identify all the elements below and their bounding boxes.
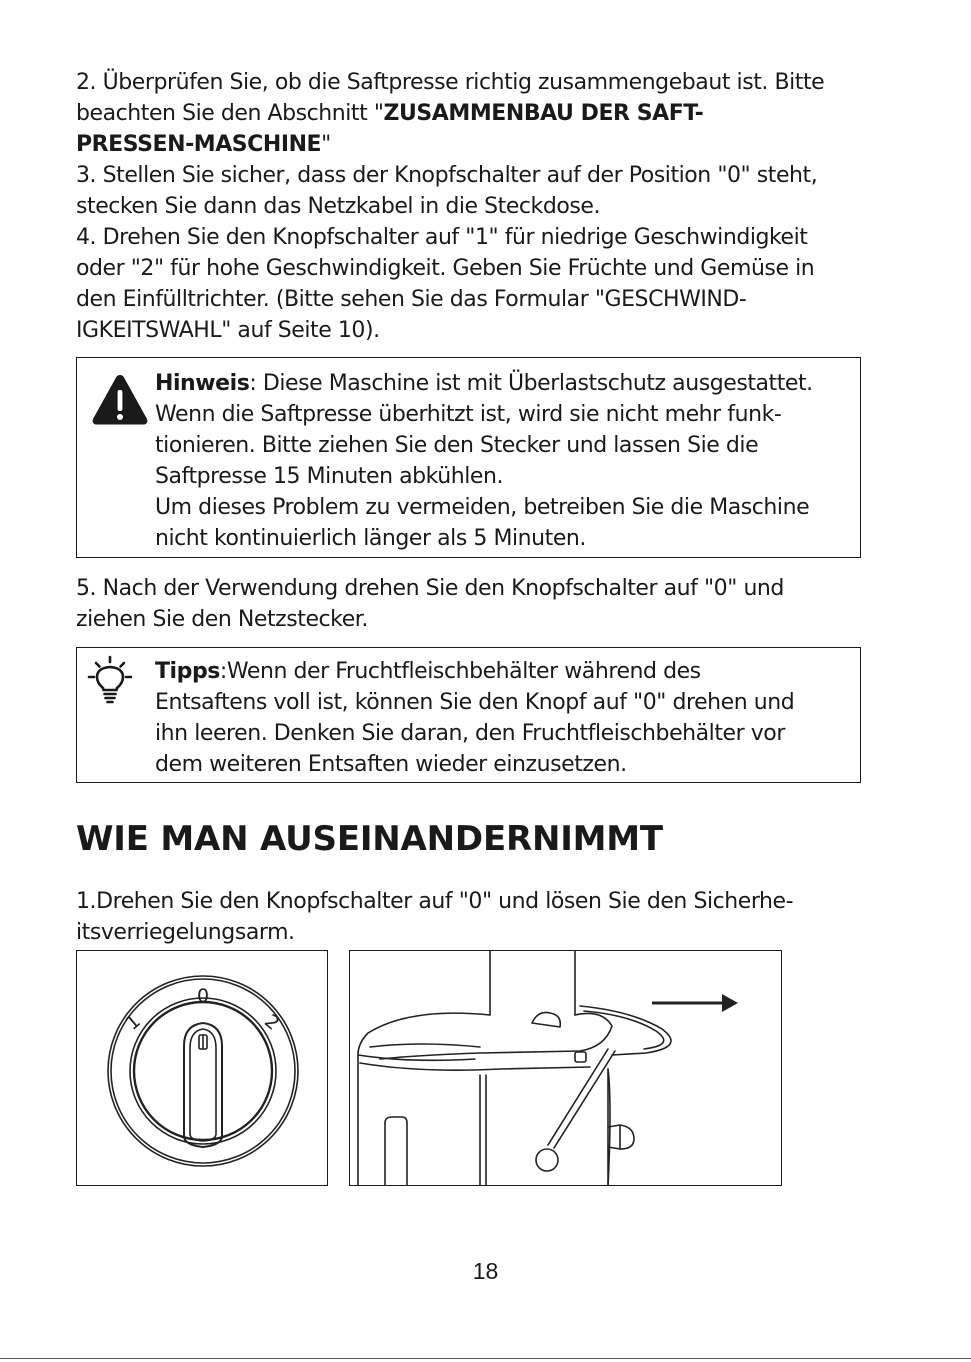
disassembly-step1-line1: 1.Drehen Sie den Knopfschalter auf "0" und lösen Sie den Sicherhe- (76, 889, 794, 914)
step2-line2 (76, 98, 703, 129)
dial-label-0: 0 (196, 985, 210, 1007)
step2-quote: " (321, 132, 331, 157)
note-line3: tionieren. Bitte ziehen Sie den Stecker und lassen Sie die (155, 433, 759, 458)
step4-line3: den Einfülltrichter. (Bitte sehen Sie das Formular "GESCHWIND- (76, 287, 747, 312)
step5-line2: ziehen Sie den Netzstecker. (76, 607, 368, 632)
knob-switch-illustration (77, 951, 328, 1186)
dial-figure (76, 950, 328, 1186)
note-line1 (155, 368, 813, 399)
step2-section-reference-end: PRESSEN-MASCHINE (76, 132, 322, 157)
juicer-illustration (350, 951, 782, 1186)
step4-line2: oder "2" für hohe Geschwindigkeit. Geben Sie Früchte und Gemüse in (76, 256, 815, 281)
page-number: 18 (472, 1258, 499, 1284)
tip-label: Tipps (155, 659, 220, 684)
tip-line4: dem weiteren Entsaften wieder einzusetzen. (155, 752, 627, 777)
step2-line1: 2. Überprüfen Sie, ob die Saftpresse richtig zusammengebaut ist. Bitte (76, 70, 825, 95)
tip-line1 (155, 656, 701, 687)
step2-line3 (76, 129, 331, 160)
note-label: Hinweis (155, 371, 250, 396)
note-line4: Saftpresse 15 Minuten abkühlen. (155, 464, 504, 489)
step3-line1: 3. Stellen Sie sicher, dass der Knopfschalter auf der Position "0" steht, (76, 163, 818, 188)
step4-line1: 4. Drehen Sie den Knopfschalter auf "1" für niedrige Geschwindigkeit (76, 225, 808, 250)
tip-line3: ihn leeren. Denken Sie daran, den Fruchtfleischbehälter vor (155, 721, 785, 746)
section-title: WIE MAN AUSEINANDERNIMMT (76, 819, 663, 859)
note-line5: Um dieses Problem zu vermeiden, betreiben Sie die Maschine (155, 495, 810, 520)
note-line2: Wenn die Saftpresse überhitzt ist, wird sie nicht mehr funk- (155, 402, 782, 427)
step2-section-reference: ZUSAMMENBAU DER SAFT- (383, 101, 704, 126)
tip-line2: Entsaftens voll ist, können Sie den Knopf auf "0" drehen und (155, 690, 795, 715)
dial-label-2: 2 (260, 1010, 284, 1035)
dial-label-1: 1 (121, 1010, 145, 1035)
step5-line1: 5. Nach der Verwendung drehen Sie den Knopfschalter auf "0" und (76, 576, 784, 601)
step4-line4: IGKEITSWAHL" auf Seite 10). (76, 318, 380, 343)
warning-triangle-icon (89, 372, 151, 428)
tip-text: :Wenn der Fruchtfleischbehälter während des (219, 659, 701, 684)
lightbulb-icon (86, 654, 134, 706)
juicer-figure (349, 950, 782, 1186)
step3-line2: stecken Sie dann das Netzkabel in die Steckdose. (76, 194, 601, 219)
note-text: : Diese Maschine ist mit Überlastschutz ausgestattet. (249, 371, 813, 396)
step2-text: beachten Sie den Abschnitt " (76, 101, 384, 126)
disassembly-step1-line2: itsverriegelungsarm. (76, 920, 295, 945)
page-bottom-rule (0, 1358, 971, 1359)
note-line6: nicht kontinuierlich länger als 5 Minuten. (155, 526, 586, 551)
arrow-right-icon (652, 994, 738, 1012)
